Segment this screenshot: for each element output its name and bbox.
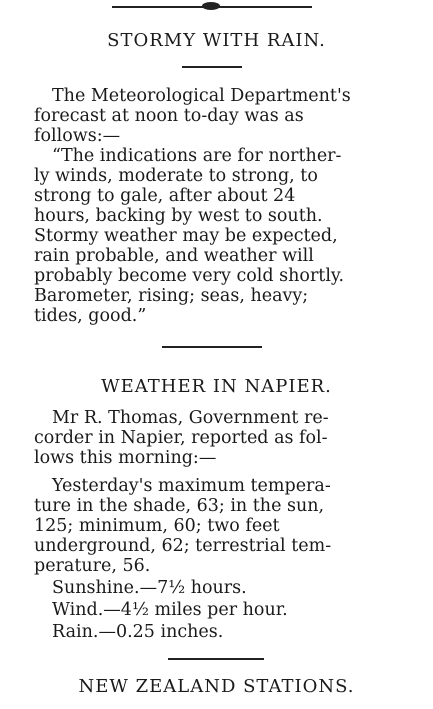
text-line: forecast at noon to-day was as xyxy=(34,106,304,126)
section-divider xyxy=(182,66,242,68)
text-line: Mr R. Thomas, Government re- xyxy=(52,408,329,428)
text-line: Stormy weather may be expected, xyxy=(34,226,338,246)
text-line: probably become very cold shortly. xyxy=(34,266,345,286)
text-line: corder in Napier, reported as fol- xyxy=(34,428,328,448)
heading-stormy-with-rain: STORMY WITH RAIN. xyxy=(107,30,326,51)
text-line: ture in the shade, 63; in the sun, xyxy=(34,496,325,516)
section-divider xyxy=(162,346,262,348)
text-line: “The indications are for norther- xyxy=(52,146,342,166)
sunshine-line: Sunshine.—7½ hours. xyxy=(52,578,247,598)
text-line: The Meteorological Department's xyxy=(52,86,351,106)
text-line: Yesterday's maximum tempera- xyxy=(52,476,331,496)
heading-weather-in-napier: WEATHER IN NAPIER. xyxy=(101,376,332,397)
section-divider xyxy=(168,658,264,660)
text-line: 125; minimum, 60; two feet xyxy=(34,516,280,536)
rain-line: Rain.—0.25 inches. xyxy=(52,622,224,642)
text-line: follows:— xyxy=(34,126,121,146)
top-ornament-rule xyxy=(112,6,312,8)
text-line: lows this morning:— xyxy=(34,448,217,468)
wind-line: Wind.—4½ miles per hour. xyxy=(52,600,288,620)
text-line: ly winds, moderate to strong, to xyxy=(34,166,318,186)
text-line: hours, backing by west to south. xyxy=(34,206,323,226)
text-line: strong to gale, after about 24 xyxy=(34,186,296,206)
text-line: Barometer, rising; seas, heavy; xyxy=(34,286,309,306)
heading-new-zealand-stations: NEW ZEALAND STATIONS. xyxy=(78,676,355,697)
text-line: tides, good.” xyxy=(34,306,147,326)
text-line: underground, 62; terrestrial tem- xyxy=(34,536,332,556)
text-line: perature, 56. xyxy=(34,556,151,576)
text-line: rain probable, and weather will xyxy=(34,246,314,266)
ornament-icon xyxy=(202,2,220,10)
